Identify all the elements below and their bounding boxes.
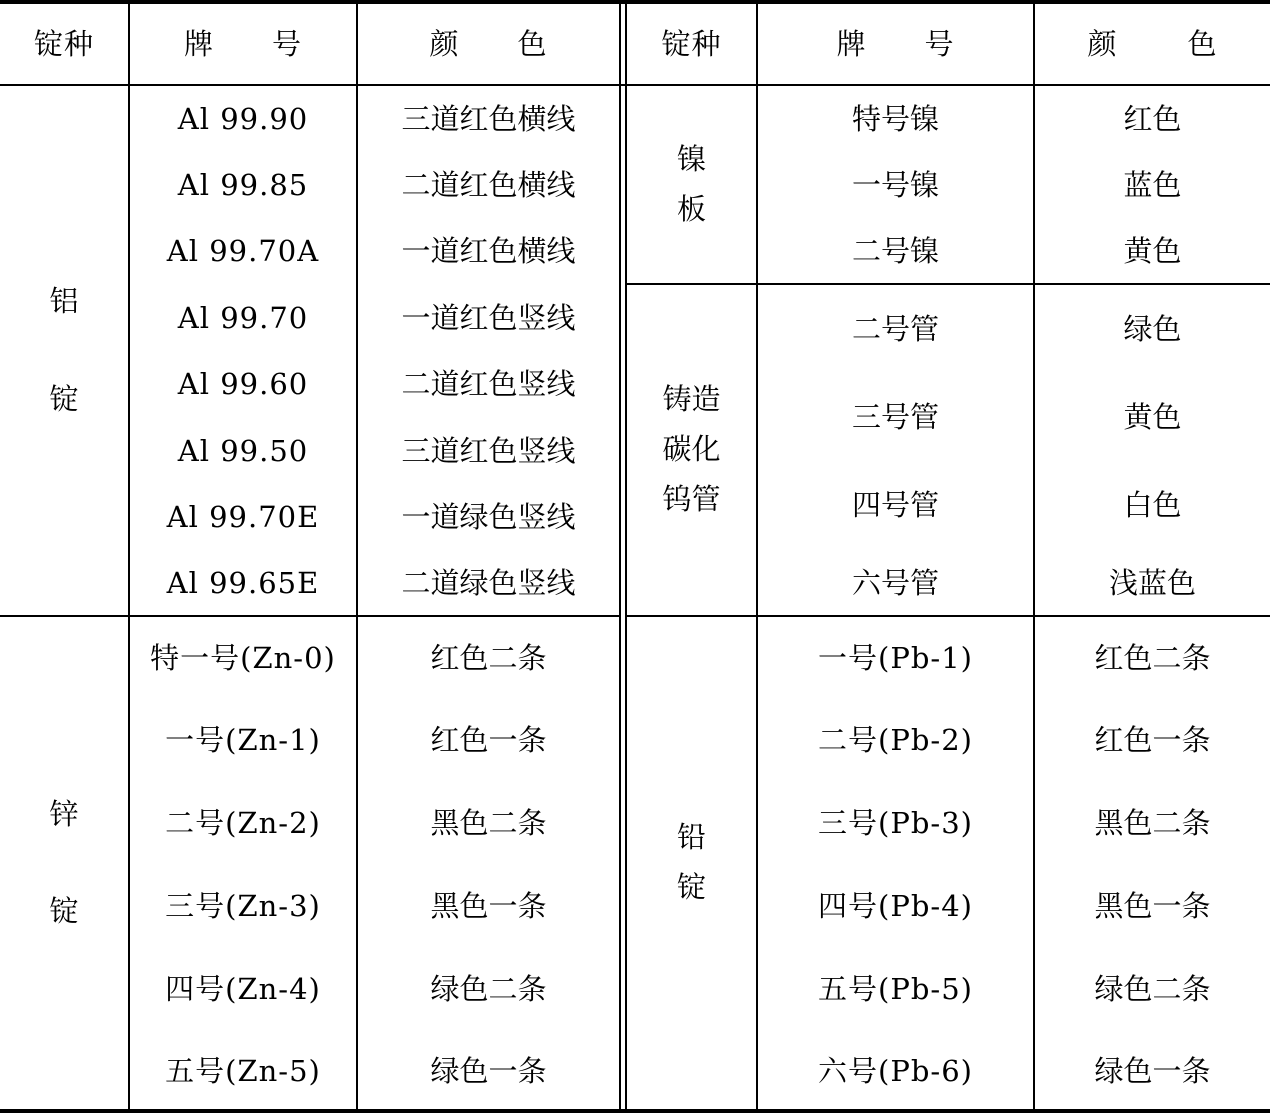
- aluminum-grade: Al 99.60: [177, 366, 309, 401]
- tungsten-tube-label: [627, 285, 756, 615]
- zinc-color: 绿色二条: [430, 972, 547, 1006]
- aluminum-color: 二道红色竖线: [401, 366, 576, 401]
- aluminum-grade: Al 99.90: [177, 101, 309, 136]
- aluminum-color: 一道绿色竖线: [401, 499, 576, 534]
- header-type-left-text: 锭种: [33, 26, 94, 61]
- lead-grade: 六号(Pb-6): [818, 1053, 973, 1088]
- lead-color: 红色一条: [1094, 723, 1211, 757]
- aluminum-grade: Al 99.70E: [166, 499, 320, 534]
- lead-grade: 一号(Pb-1): [818, 640, 973, 675]
- header-grade-left-b: 号: [272, 26, 303, 61]
- header-color-right: [1035, 4, 1270, 84]
- aluminum-color: 二道红色横线: [401, 167, 576, 202]
- tungsten-label-b: 碳化: [662, 432, 721, 467]
- aluminum-color: 三道红色横线: [401, 101, 576, 136]
- nickel-color: 红色: [1123, 101, 1182, 136]
- header-type-left: [0, 4, 128, 84]
- tungsten-grade: 四号管: [851, 487, 939, 522]
- zinc-label-a: 锌: [49, 796, 79, 831]
- nickel-grade: 二号镍: [851, 233, 939, 268]
- zinc-ingot-label: [0, 617, 128, 1109]
- tungsten-grade: 六号管: [851, 565, 939, 600]
- header-type-right: [627, 4, 756, 84]
- aluminum-ingot-label: [0, 86, 128, 615]
- aluminum-label-a: 铝: [49, 284, 79, 319]
- zinc-color: 黑色二条: [430, 806, 547, 840]
- tungsten-label-a: 铸造: [662, 382, 721, 417]
- tungsten-label-c: 钨管: [662, 481, 721, 516]
- zinc-grade: 四号(Zn-4): [165, 972, 321, 1006]
- lead-color: 绿色二条: [1094, 972, 1211, 1006]
- lead-grade: 四号(Pb-4): [818, 889, 973, 923]
- lead-label-a: 铅: [676, 820, 706, 855]
- nickel-label-a: 镍: [676, 141, 706, 176]
- lead-label-b: 锭: [676, 870, 706, 904]
- header-color-right-a: 颜: [1087, 26, 1118, 61]
- lead-color: 绿色一条: [1094, 1053, 1211, 1088]
- lead-ingot-label: [627, 617, 756, 1109]
- header-grade-right-b: 号: [924, 26, 955, 61]
- header-grade-right: [758, 4, 1033, 84]
- zinc-grade: 五号(Zn-5): [165, 1053, 321, 1088]
- aluminum-label-b: 锭: [49, 381, 79, 416]
- tungsten-color: 浅蓝色: [1108, 565, 1196, 600]
- lead-color: 红色二条: [1094, 640, 1211, 675]
- aluminum-color: 二道绿色竖线: [401, 565, 576, 600]
- header-grade-left-a: 牌: [183, 26, 214, 61]
- lead-color: 黑色二条: [1094, 806, 1211, 840]
- tungsten-grade: 三号管: [851, 399, 939, 434]
- zinc-label-b: 锭: [49, 894, 79, 928]
- header-type-right-text: 锭种: [661, 26, 722, 61]
- aluminum-color: 一道红色横线: [401, 233, 576, 268]
- aluminum-grade: Al 99.65E: [166, 565, 320, 600]
- header-color-left: [358, 4, 619, 84]
- header-color-right-b: 色: [1187, 26, 1218, 61]
- nickel-grade: 特号镍: [851, 101, 939, 136]
- zinc-grade: 一号(Zn-1): [165, 723, 321, 757]
- header-grade-left: [130, 4, 356, 84]
- header-grade-right-a: 牌: [836, 26, 867, 61]
- zinc-color: 黑色一条: [430, 889, 547, 923]
- double-rule-a: [619, 0, 621, 1113]
- aluminum-grade: Al 99.50: [177, 433, 309, 468]
- zinc-grade: 三号(Zn-3): [165, 889, 321, 923]
- aluminum-grade: Al 99.85: [177, 167, 309, 202]
- lead-grade: 三号(Pb-3): [818, 806, 973, 840]
- zinc-grade: 二号(Zn-2): [165, 806, 321, 840]
- tungsten-grade: 二号管: [851, 311, 939, 346]
- nickel-color: 黄色: [1123, 233, 1182, 268]
- nickel-label-b: 板: [676, 191, 706, 226]
- zinc-color: 红色二条: [430, 640, 547, 675]
- aluminum-color: 一道红色竖线: [401, 300, 576, 335]
- aluminum-color: 三道红色竖线: [401, 433, 576, 468]
- nickel-color: 蓝色: [1123, 167, 1182, 202]
- lead-grade: 五号(Pb-5): [818, 972, 973, 1006]
- header-color-left-a: 颜: [429, 26, 460, 61]
- nickel-grade: 一号镍: [851, 167, 939, 202]
- aluminum-grade: Al 99.70A: [166, 233, 320, 268]
- zinc-color: 绿色一条: [430, 1053, 547, 1088]
- tungsten-color: 绿色: [1123, 311, 1182, 346]
- header-color-left-b: 色: [517, 26, 548, 61]
- nickel-plate-label: [627, 86, 756, 283]
- zinc-color: 红色一条: [430, 723, 547, 757]
- lead-grade: 二号(Pb-2): [818, 723, 973, 757]
- aluminum-grade: Al 99.70: [177, 300, 309, 335]
- tungsten-color: 黄色: [1123, 399, 1182, 434]
- zinc-grade: 特一号(Zn-0): [150, 640, 336, 675]
- tungsten-color: 白色: [1123, 487, 1182, 522]
- lead-color: 黑色一条: [1094, 889, 1211, 923]
